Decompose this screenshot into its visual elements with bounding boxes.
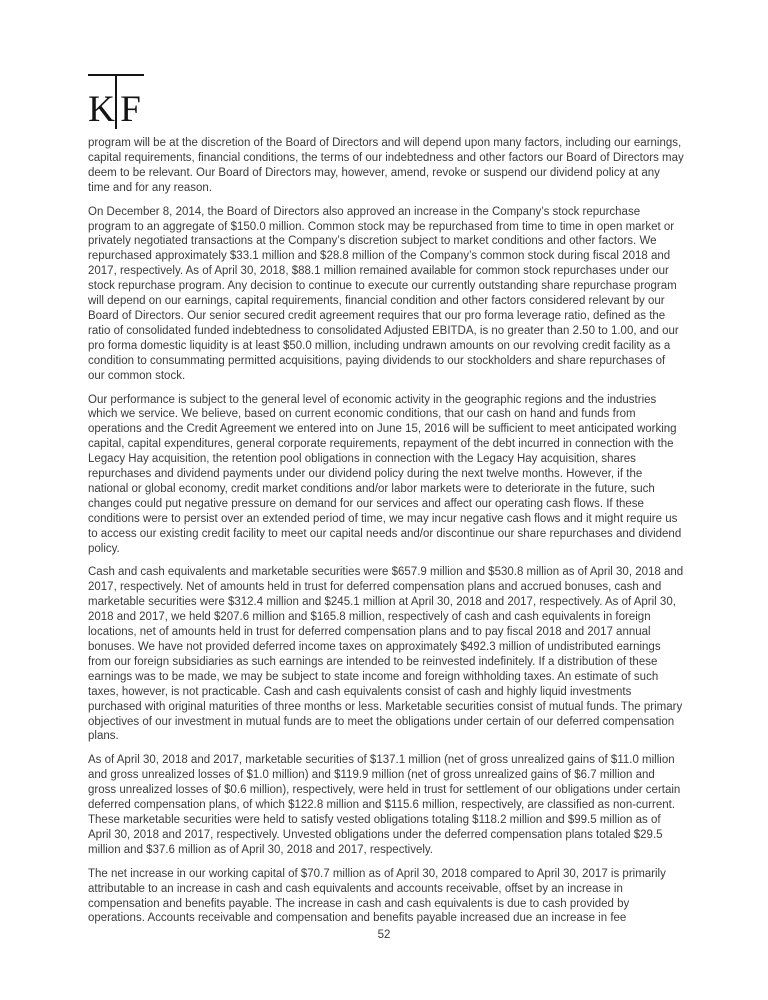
paragraph: Our performance is subject to the general level of economic activity in the geographic regions and the industries which we service. We believe, based on current economic conditions, that our cash on hand and funds from operations and the Credit Agreement we entered into on June 15, 2016 will be sufficient to meet anticipated working capital, capital expenditures, general corporate requirements, repayment of the debt incurred in connection with the Legacy Hay acquisition, the retention pool obligations in connection with the Legacy Hay acquisition, shares repurchases and dividend payments under our dividend policy during the next twelve months. However, if the national or global economy, credit market conditions and/or labor markets were to deteriorate in the future, such changes could put negative pressure on demand for our services and affect our operating cash flows. If these conditions were to persist over an extended period of time, we may incur negative cash flows and it might require us to access our existing credit facility to meet our capital needs and/or discontinue our share repurchases and dividend policy. — [88, 393, 682, 555]
paragraph: Cash and cash equivalents and marketable securities were $657.9 million and $530.8 million as of April 30, 2018 and 2017, respectively. Net of amounts held in trust for deferred compensation plans and accrued bonuses, cash and marketable securities were $312.4 million and $245.1 million at April 30, 2018 and 2017, respectively. As of April 30, 2018 and 2017, we held $207.6 million and $165.8 million, respectively of cash and cash equivalents in foreign locations, net of amounts held in trust for deferred compensation plans and to pay fiscal 2018 and 2017 annual bonuses. We have not provided deferred income taxes on approximately $492.3 million of undistributed earnings from our foreign subsidiaries as such earnings are intended to be reinvested indefinitely. If a distribution of these earnings was to be made, we may be subject to state income and foreign withholding taxes. An estimate of such taxes, however, is not practicable. Cash and cash equivalents consist of cash and highly liquid investments purchased with original maturities of three months or less. Marketable securities consist of mutual funds. The primary objectives of our investment in mutual funds are to meet the obligations under certain of our deferred compensation plans. — [88, 566, 684, 743]
paragraph: The net increase in our working capital of $70.7 million as of April 30, 2018 compared to April 30, 2017 is primarily attributable to an increase in cash and cash equivalents and accounts receivable, offset by an increase in compensation and benefits payable. The increase in cash and cash equivalents is due to cash provided by operations. Accounts receivable and compensation and benefits payable increased due an increase in fee — [88, 867, 666, 925]
paragraph: As of April 30, 2018 and 2017, marketable securities of $137.1 million (net of gross unrealized gains of $11.0 million and gross unrealized losses of $1.0 million) and $119.9 million (net of gross unrealized gains of $6.7 million and gross unrealized losses of $0.6 million), respectively, were held in trust for settlement of our obligations under certain deferred compensation plans, of which $122.8 million and $115.6 million, respectively, are classified as non-current. These marketable securities were held to satisfy vested obligations totaling $118.2 million and $99.5 million as of April 30, 2018 and 2017, respectively. Unvested obligations under the deferred compensation plans totaled $29.5 million and $37.6 million as of April 30, 2018 and 2017, respectively. — [88, 754, 681, 856]
body-text — [88, 136, 684, 935]
page-number: 52 — [377, 929, 391, 941]
logo-letter-f: F — [120, 89, 141, 130]
logo-letter-k: K — [88, 76, 117, 129]
korn-ferry-logo — [88, 74, 144, 129]
paragraph: On December 8, 2014, the Board of Directors also approved an increase in the Company’s stock repurchase program to an aggregate of $150.0 million. Common stock may be repurchased from time to time in open market or privately negotiated transactions at the Company’s discretion subject to market conditions and other factors. We repurchased approximately $33.1 million and $28.8 million of the Company’s common stock during fiscal 2018 and 2017, respectively. As of April 30, 2018, $88.1 million remained available for common stock repurchases under our stock repurchase program. Any decision to continue to execute our currently outstanding share repurchase program will depend on our earnings, capital requirements, financial condition and other factors considered relevant by our Board of Directors. Our senior secured credit agreement requires that our pro forma leverage ratio, defined as the ratio of consolidated funded indebtedness to consolidated Adjusted EBITDA, is no greater than 2.50 to 1.00, and our pro forma domestic liquidity is at least $50.0 million, including undrawn amounts on our revolving credit facility as a condition to consummating permitted acquisitions, paying dividends to our stockholders and share repurchases of our common stock. — [88, 205, 679, 382]
paragraph: program will be at the discretion of the Board of Directors and will depend upon many factors, including our earnings, capital requirements, financial conditions, the terms of our indebtedness and other factors our Board of Directors may deem to be relevant. Our Board of Directors may, however, amend, revoke or suspend our dividend policy at any time and for any reason. — [88, 137, 684, 194]
